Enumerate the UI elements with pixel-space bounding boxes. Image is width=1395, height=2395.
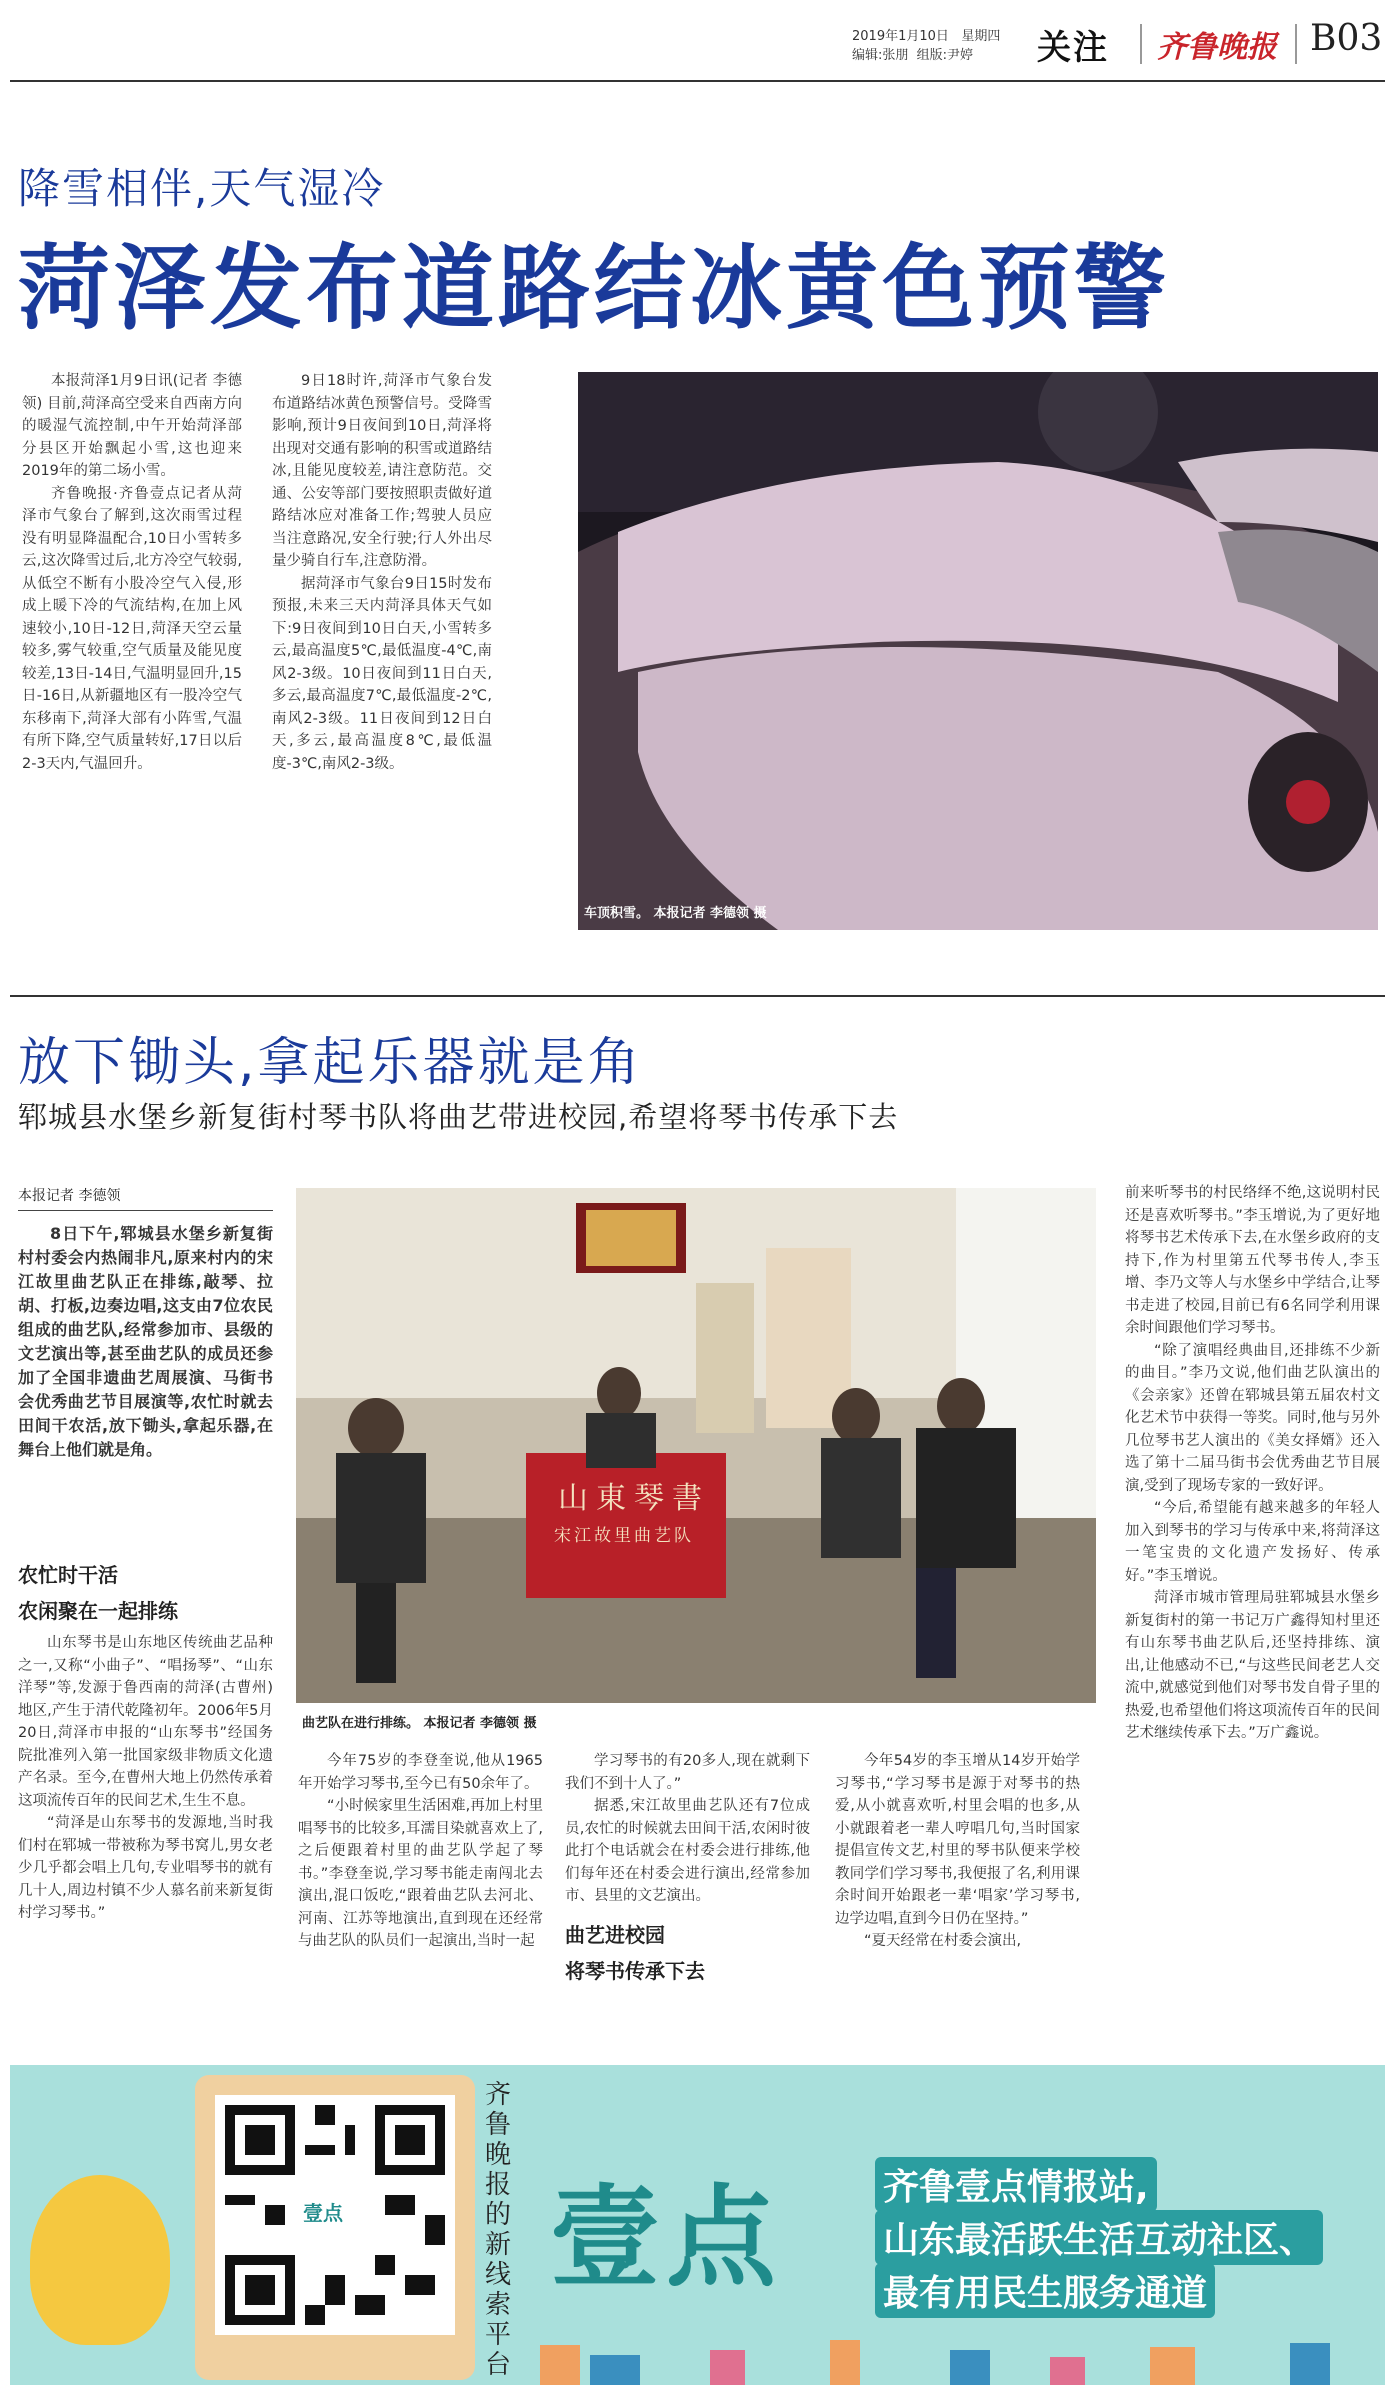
header-rule bbox=[10, 80, 1385, 82]
cartoon-mascot bbox=[30, 2175, 170, 2345]
article1-kicker: 降雪相伴,天气湿冷 bbox=[18, 164, 386, 213]
subhead: 曲艺进校园 bbox=[565, 1922, 665, 1947]
header-editors: 编辑:张朋 组版:尹婷 bbox=[852, 48, 974, 63]
ad-slogan-line: 最有用民生服务通道 bbox=[875, 2263, 1215, 2318]
banner-title: 山東琴書 bbox=[558, 1481, 710, 1516]
article2-lead bbox=[18, 1222, 273, 1462]
snow-car-photo bbox=[578, 372, 1378, 930]
paragraph: 今年75岁的李登奎说,他从1965年开始学习琴书,至今已有50余年了。 bbox=[298, 1753, 543, 1792]
photo-caption: 车顶积雪。 本报记者 李德领 摄 bbox=[584, 906, 767, 921]
paragraph: 9日18时许,菏泽市气象台发布道路结冰黄色预警信号。受降雪影响,预计9日夜间到10日,菏泽将出现对交通有影响的积雪或道路结冰,且能见度较差,请注意防范。交通、公安等部门要按照职责做好道路结冰应对准备工作;驾驶人员应当注意路况,安全行驶;行人外出尽量少骑自行车,注意防滑。 bbox=[272, 373, 492, 569]
section-rule bbox=[10, 995, 1385, 997]
paragraph: 前来听琴书的村民络绎不绝,这说明村民还是喜欢听琴书。”李玉增说,为了更好地将琴书艺术传承下去,在水堡乡政府的支持下,作为村里第五代琴书传人,李玉增、李乃文等人与水堡乡中学结合,让琴书走进了校园,目前已有6名同学利用课余时间跟他们学习琴书。 bbox=[1125, 1185, 1380, 1336]
paragraph: “夏天经常在村委会演出, bbox=[864, 1933, 1022, 1949]
newspaper-logo: 齐鲁晚报 bbox=[1157, 30, 1277, 65]
header-divider bbox=[1295, 24, 1297, 64]
paragraph: 据菏泽市气象台9日15时发布预报,未来三天内菏泽具体天气如下:9日夜间到10日白天,小雪转多云,最高温度5℃,最低温度-4℃,南风2-3级。10日夜间到11日白天,多云,最高温度7℃,最低温度-2℃,南风2-3级。11日夜间到12日白天,多云,最高温度8℃,最低温度-3℃,南风2-3级。 bbox=[272, 575, 492, 772]
paragraph: “菏泽是山东琴书的发源地,当时我们村在郓城一带被称为琴书窝儿,男女老少几乎都会唱上几句,专业唱琴书的就有几十人,周边村镇不少人慕名前来新复街村学习琴书。” bbox=[18, 1815, 273, 1921]
paragraph: 山东琴书是山东地区传统曲艺品种之一,又称“小曲子”、“唱扬琴”、“山东洋琴”等,发源于鲁西南的菏泽(古曹州)地区,产生于清代乾隆初年。2006年5月20日,菏泽市申报的“山东琴书”经国务院批准列入第一批国家级非物质文化遗产名录。至今,在曹州大地上仍然传承着这项流传百年的民间艺术,生生不息。 bbox=[18, 1635, 273, 1809]
section-name: 关注 bbox=[1037, 28, 1109, 68]
article2-column-d bbox=[835, 1750, 1080, 1953]
byline-rule bbox=[18, 1210, 273, 1211]
photo-caption: 曲艺队在进行排练。 本报记者 李德领 摄 bbox=[302, 1716, 537, 1731]
ad-vertical-text: 齐鲁晚报的新线索平台 bbox=[484, 2080, 511, 2380]
header-date: 2019年1月10日 星期四 bbox=[852, 29, 1001, 44]
yidian-logo: 壹点 bbox=[550, 2174, 782, 2302]
header-divider bbox=[1140, 24, 1142, 64]
article1-column-1 bbox=[22, 370, 242, 775]
paragraph: 本报菏泽1月9日讯(记者 李德领) 目前,菏泽高空受来自西南方向的暖湿气流控制,中午开始菏泽部分县区开始飘起小雪,这也迎来2019年的第二场小雪。 bbox=[22, 373, 242, 479]
paragraph: “除了演唱经典曲目,还排练不少新的曲目。”李乃文说,他们曲艺队演出的《会亲家》还曾在郓城县第五届农村文化艺术节中获得一等奖。同时,他与另外几位琴书艺人演出的《美女择婿》还入选了第十二届马街书会优秀曲艺节目展演,受到了现场专家的一致好评。 bbox=[1125, 1342, 1380, 1494]
paragraph: “小时候家里生活困难,再加上村里唱琴书的比较多,耳濡目染就喜欢上了,之后便跟着村里的曲艺队学起了琴书。”李登奎说,学习琴书能走南闯北去演出,混口饭吃,“跟着曲艺队去河北、河南、江苏等地演出,直到现在还经常与曲艺队的队员们一起演出,当时一起 bbox=[298, 1798, 543, 1949]
qr-frame bbox=[195, 2075, 475, 2380]
article2-headline: 放下锄头,拿起乐器就是角 bbox=[18, 1033, 643, 1093]
article2-column-a bbox=[18, 1548, 273, 1925]
byline: 本报记者 李德领 bbox=[18, 1188, 121, 1204]
ad-slogan-line: 山东最活跃生活互动社区、 bbox=[875, 2210, 1323, 2265]
article2-subhead: 郓城县水堡乡新复街村琴书队将曲艺带进校园,希望将琴书传承下去 bbox=[18, 1100, 899, 1134]
paragraph: 菏泽市城市管理局驻郓城县水堡乡新复街村的第一书记万广鑫得知村里还有山东琴书曲艺队后,还坚持排练、演出,让他感动不已,“与这些民间老艺人交流中,就感觉到他们对琴书发自骨子里的热爱,也希望他们将这项流传百年的民间艺术继续传承下去。”万广鑫说。 bbox=[1125, 1590, 1380, 1741]
article2-column-b bbox=[298, 1750, 543, 1953]
paragraph: 学习琴书的有20多人,现在就剩下我们不到十人了。” bbox=[565, 1753, 810, 1792]
paragraph: 据悉,宋江故里曲艺队还有7位成员,农忙的时候就去田间干活,农闲时彼此打个电话就会在村委会进行排练,他们每年还在村委会进行演出,经常参加市、县里的文艺演出。 bbox=[565, 1798, 810, 1904]
paragraph: 今年54岁的李玉增从14岁开始学习琴书,“学习琴书是源于对琴书的热爱,从小就喜欢听,村里会唱的也多,从小就跟着老一辈人哼唱几句,当时国家提倡宣传文艺,村里的琴书队便来学校教同学们学习琴书,我便报了名,利用课余时间开始跟老一辈‘唱家’学习琴书,边学边唱,直到今日仍在坚持。” bbox=[835, 1753, 1080, 1927]
article2-column-c bbox=[565, 1750, 810, 1992]
lead-paragraph: 8日下午,郓城县水堡乡新复街村村委会内热闹非凡,原来村内的宋江故里曲艺队正在排练,敲琴、拉胡、打板,边奏边唱,这支由7位农民组成的曲艺队,经常参加市、县级的文艺演出等,甚至曲艺队的成员还参加了全国非遗曲艺周展演、马街书会优秀曲艺节目展演等,农忙时就去田间干农活,放下锄头,拿起乐器,在舞台上他们就是角。 bbox=[18, 1224, 273, 1459]
paragraph: 齐鲁晚报·齐鲁壹点记者从菏泽市气象台了解到,这次雨雪过程没有明显降温配合,10日小雪转多云,这次降雪过后,北方冷空气较弱,从低空不断有小股冷空气入侵,形成上暖下冷的气流结构,在加上风速较小,10日-12日,菏泽天空云量较多,雾气较重,空气质量及能见度较差,13日-14日,气温明显回升,15日-16日,从新疆地区有一股冷空气东移南下,菏泽大部有小阵雪,气温有所下降,空气质量转好,17日以后2-3天内,气温回升。 bbox=[22, 485, 242, 772]
qr-code[interactable] bbox=[215, 2095, 455, 2335]
article1-column-2 bbox=[272, 370, 492, 775]
city-skyline bbox=[530, 2335, 1385, 2385]
subhead: 农忙时干活 bbox=[18, 1563, 118, 1587]
banner-subtitle: 宋江故里曲艺队 bbox=[554, 1526, 694, 1546]
music-troupe-photo bbox=[296, 1188, 1096, 1703]
subhead: 将琴书传承下去 bbox=[565, 1958, 705, 1983]
ad-slogan-line: 齐鲁壹点情报站, bbox=[875, 2157, 1157, 2212]
paragraph: “今后,希望能有越来越多的年轻人加入到琴书的学习与传承中来,将菏泽这一笔宝贵的文化遗产发扬好、传承好。”李玉增说。 bbox=[1125, 1500, 1380, 1584]
article2-column-e bbox=[1125, 1182, 1380, 1745]
page-number: B03 bbox=[1310, 18, 1383, 59]
article1-headline: 菏泽发布道路结冰黄色预警 bbox=[18, 235, 1171, 342]
qilu-yidian-ad bbox=[10, 2065, 1385, 2385]
qr-center-logo: 壹点 bbox=[303, 2201, 343, 2225]
subhead: 农闲聚在一起排练 bbox=[18, 1599, 178, 1623]
